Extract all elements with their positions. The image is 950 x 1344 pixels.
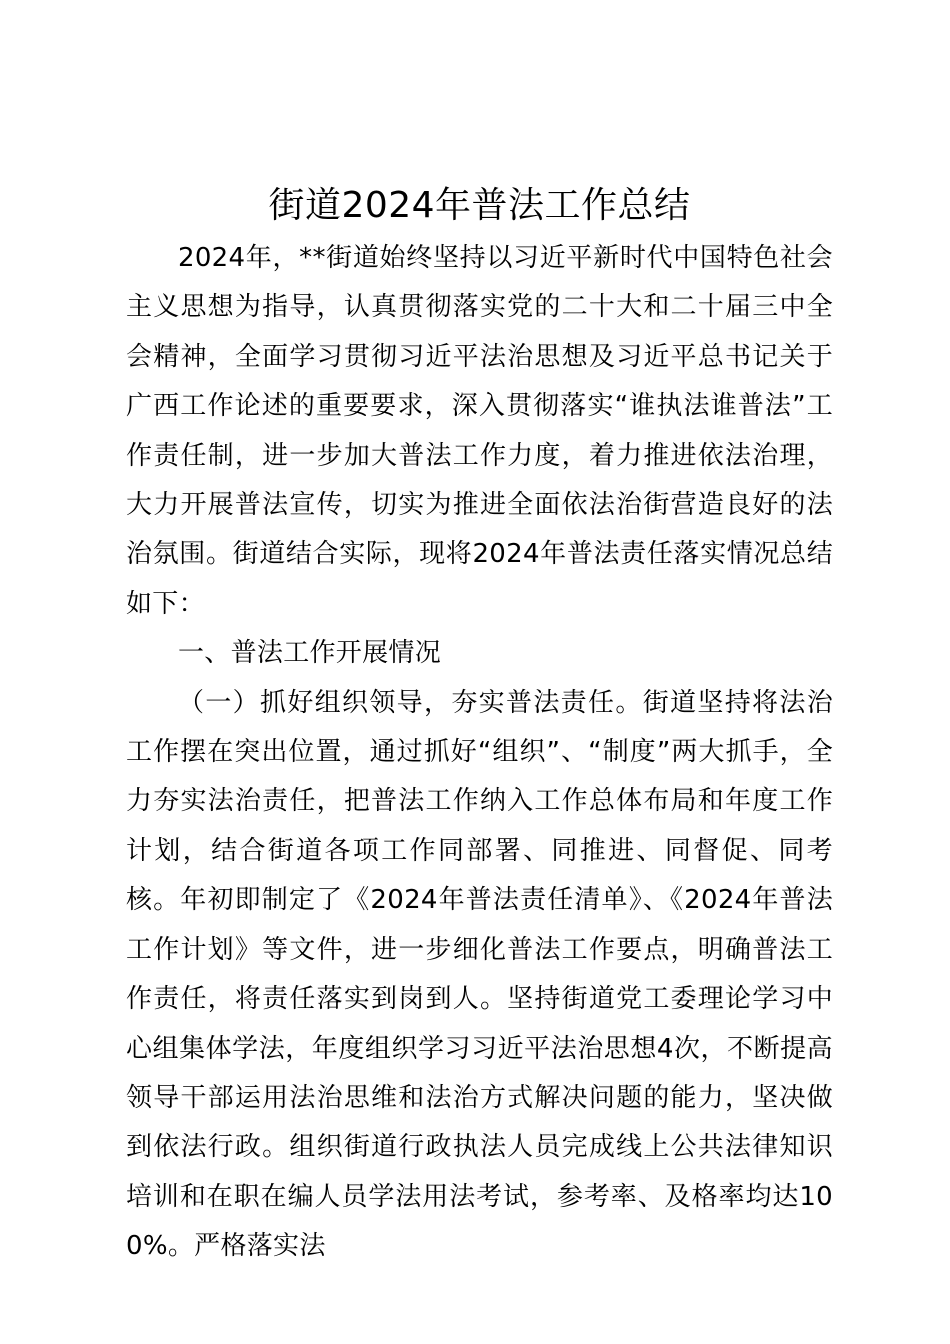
document-page	[126, 178, 833, 1272]
section-heading: 一、普法工作开展情况	[178, 638, 442, 669]
intro-paragraph: 2024年，**街道始终坚持以习近平新时代中国特色社会主义思想为指导，认真贯彻落实党的二十大和二十届三中全会精神，全面学习贯彻习近平法治思想及习近平总书记关于广西工作论述的重要要求，深入贯彻落实“谁执法谁普法”工作责任制，进一步加大普法工作力度，着力推进依法治理，大力开展普法宣传，切实为推进全面依法治街营造良好的法治氛围。街道结合实际，现将2024年普法责任落实情况总结如下：	[126, 243, 833, 619]
body-paragraph: （一）抓好组织领导，夯实普法责任。街道坚持将法治工作摆在突出位置，通过抓好“组织”、“制度”两大抓手，全力夯实法治责任，把普法工作纳入工作总体布局和年度工作计划，结合街道各项工作同部署、同推进、同督促、同考核。年初即制定了《2024年普法责任清单》、《2024年普法工作计划》等文件，进一步细化普法工作要点，明确普法工作责任，将责任落实到岗到人。坚持街道党工委理论学习中心组集体学法，年度组织学习习近平法治思想4次，不断提高领导干部运用法治思维和法治方式解决问题的能力，坚决做到依法行政。组织街道行政执法人员完成线上公共法律知识培训和在职在编人员学法用法考试，参考率、及格率均达100%。严格落实法	[126, 687, 833, 1262]
document-title: 街道2024年普法工作总结	[268, 185, 691, 226]
